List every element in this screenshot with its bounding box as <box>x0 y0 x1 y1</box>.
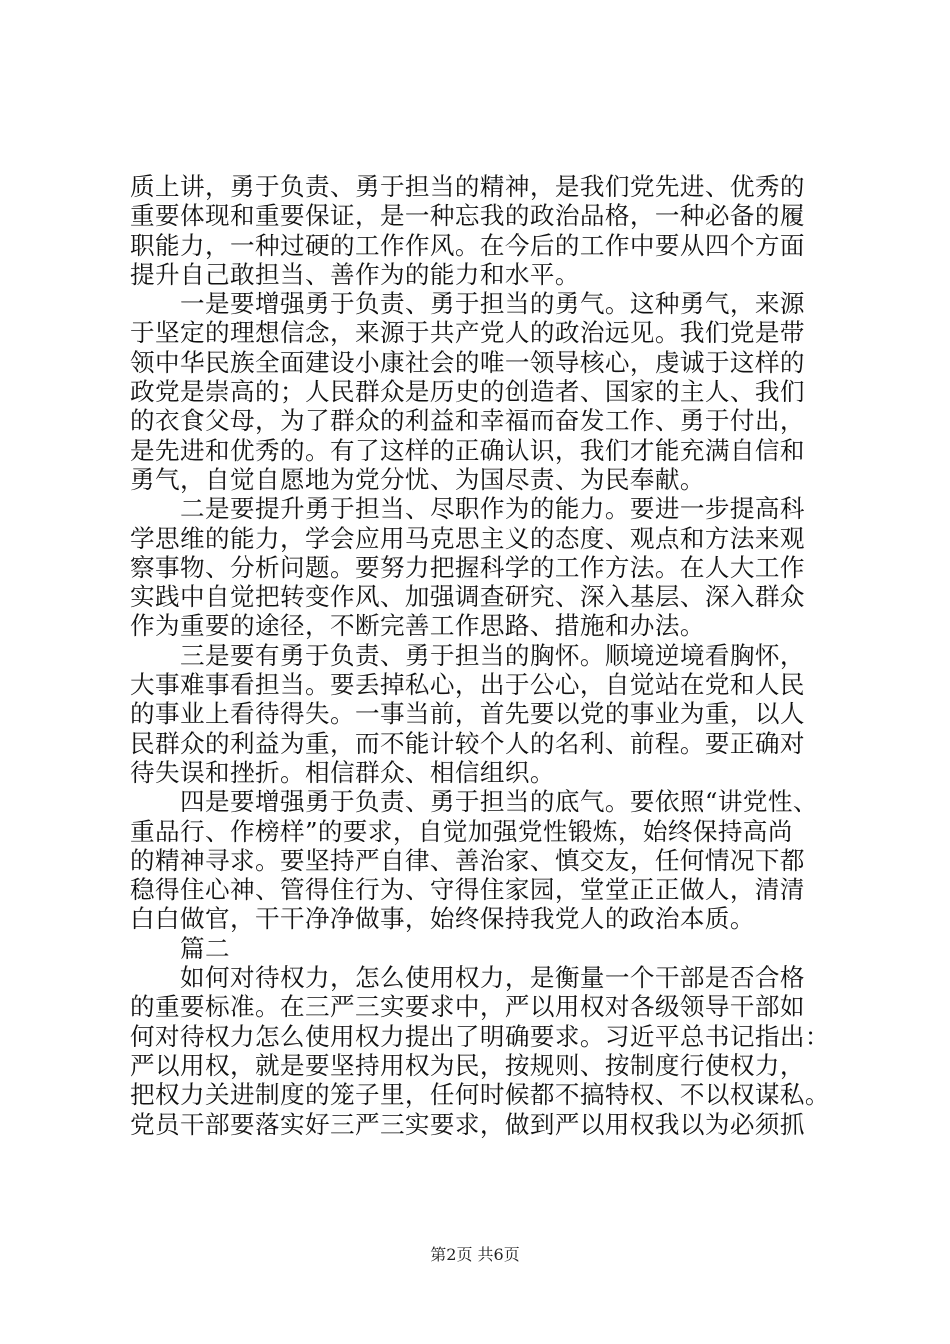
text-line: 重要体现和重要保证，是一种忘我的政治品格，一种必备的履 <box>130 201 805 231</box>
text-line: 勇气，自觉自愿地为党分忧、为国尽责、为民奉献。 <box>130 464 705 494</box>
text-line: 四是要增强勇于负责、勇于担当的底气。要依照“讲党性、 <box>180 787 818 817</box>
text-line: 的重要标准。在三严三实要求中，严以用权对各级领导干部如 <box>130 992 805 1022</box>
document-body <box>130 172 830 1139</box>
text-line: 学思维的能力，学会应用马克思主义的态度、观点和方法来观 <box>130 523 805 553</box>
text-line: 的衣食父母，为了群众的利益和幸福而奋发工作、勇于付出， <box>130 406 805 436</box>
text-line: 实践中自觉把转变作风、加强调查研究、深入基层、深入群众 <box>130 582 805 612</box>
text-line: 白白做官，干干净净做事，始终保持我党人的政治本质。 <box>130 904 755 934</box>
text-line: 职能力，一种过硬的工作作风。在今后的工作中要从四个方面 <box>130 230 805 260</box>
text-line: 一是要增强勇于负责、勇于担当的勇气。这种勇气，来源 <box>180 289 805 319</box>
text-line: 待失误和挫折。相信群众、相信组织。 <box>130 757 555 787</box>
text-line: 的事业上看待得失。一事当前，首先要以党的事业为重，以人 <box>130 699 805 729</box>
text-line: 稳得住心神、管得住行为、守得住家园，堂堂正正做人，清清 <box>130 875 805 905</box>
text-line: 民群众的利益为重，而不能计较个人的名利、前程。要正确对 <box>130 728 805 758</box>
text-line: 的精神寻求。要坚持严自律、善治家、慎交友，任何情况下都 <box>130 845 805 875</box>
text-line: 篇二 <box>180 933 230 963</box>
text-line: 察事物、分析问题。要努力把握科学的工作方法。在人大工作 <box>130 552 805 582</box>
text-line: 提升自己敢担当、善作为的能力和水平。 <box>130 259 580 289</box>
text-line: 如何对待权力，怎么使用权力，是衡量一个干部是否合格 <box>180 963 805 993</box>
text-line: 党员干部要落实好三严三实要求，做到严以用权我以为必须抓 <box>130 1109 805 1139</box>
text-line: 严以用权，就是要坚持用权为民，按规则、按制度行使权力， <box>130 1050 805 1080</box>
text-line: 领中华民族全面建设小康社会的唯一领导核心，虔诚于这样的 <box>130 347 805 377</box>
text-line: 于坚定的理想信念，来源于共产党人的政治远见。我们党是带 <box>130 318 805 348</box>
text-line: 政党是崇高的；人民群众是历史的创造者、国家的主人、我们 <box>130 377 805 407</box>
text-line: 是先进和优秀的。有了这样的正确认识，我们才能充满自信和 <box>130 435 805 465</box>
text-line: 作为重要的途径，不断完善工作思路、措施和办法。 <box>130 611 705 641</box>
text-line: 何对待权力怎么使用权力提出了明确要求。习近平总书记指出： <box>130 1021 830 1051</box>
text-line: 大事难事看担当。要丢掉私心，出于公心，自觉站在党和人民 <box>130 670 805 700</box>
text-line: 二是要提升勇于担当、尽职作为的能力。要进一步提高科 <box>180 494 805 524</box>
text-line: 质上讲，勇于负责、勇于担当的精神，是我们党先进、优秀的 <box>130 172 805 201</box>
text-line: 把权力关进制度的笼子里，任何时候都不搞特权、不以权谋私。 <box>130 1080 830 1110</box>
text-line: 重品行、作榜样”的要求，自觉加强党性锻炼，始终保持高尚 <box>130 816 793 846</box>
text-line: 三是要有勇于负责、勇于担当的胸怀。顺境逆境看胸怀， <box>180 640 805 670</box>
page-footer: 第2页 共6页 <box>430 1245 520 1264</box>
